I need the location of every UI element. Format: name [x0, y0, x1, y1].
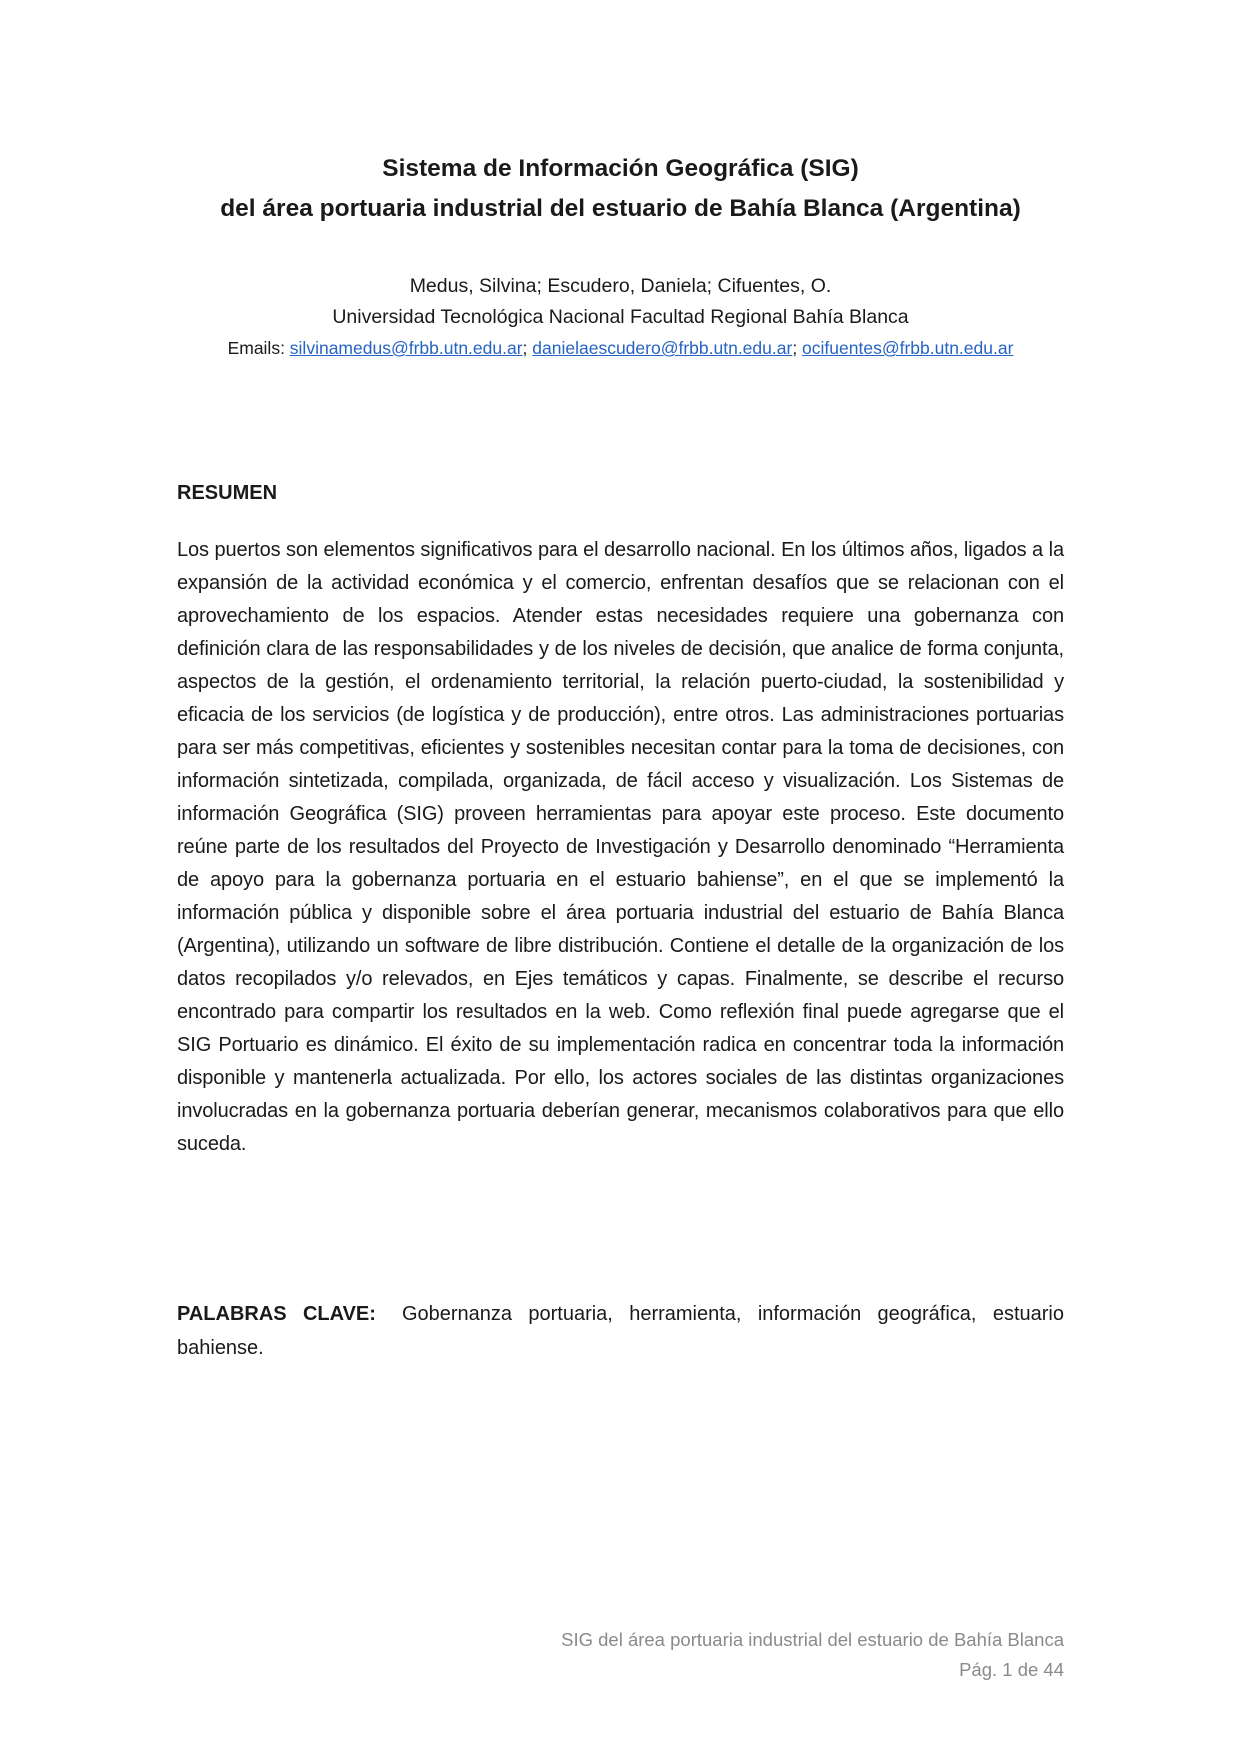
- emails-line: [120, 335, 1121, 361]
- footer-page-number: Pág. 1 de 44: [959, 1659, 1064, 1680]
- abstract-heading: RESUMEN: [177, 482, 278, 504]
- email-separator: ;: [792, 338, 803, 358]
- emails-label: Emails:: [227, 338, 290, 358]
- email-link-cifuentes[interactable]: ocifuentes@frbb.utn.edu.ar: [802, 338, 1014, 358]
- email-separator: ;: [522, 338, 533, 358]
- keywords-paragraph: [177, 1297, 1064, 1365]
- abstract-text: Los puertos son elementos significativos para el desarrollo nacional. En los últimos años, ligados a la expansión de la actividad económica y el comercio, enfrentan desafíos que se relacionan con el aprovechamiento de los espacios. Atender estas necesidades requiere una gobernanza con definición clara de las responsabilidades y de los niveles de decisión, que analice de forma conjunta, aspectos de la gestión, el ordenamiento territorial, la relación puerto-ciudad, la sostenibilidad y eficacia de los servicios (de logística y de producción), entre otros. Las administraciones portuarias para ser más competitivas, eficientes y sostenibles necesitan contar para la toma de decisiones, con información sintetizada, compilada, organizada, de fácil acceso y visualización. Los Sistemas de información Geográfica (SIG) proveen herramientas para apoyar este proceso. Este documento reúne parte de los resultados del Proyecto de Investigación y Desarrollo denominado “Herramienta de apoyo para la gobernanza portuaria en el estuario bahiense”, en el que se implementó la información pública y disponible sobre el área portuaria industrial del estuario de Bahía Blanca (Argentina), utilizando un software de libre distribución. Contiene el detalle de la organización de los datos recopilados y/o relevados, en Ejes temáticos y capas. Finalmente, se describe el recurso encontrado para compartir los resultados en la web. Como reflexión final puede agregarse que el SIG Portuario es dinámico. El éxito de su implementación radica en concentrar toda la información disponible y mantenerla actualizada. Por ello, los actores sociales de las distintas organizaciones involucradas en la gobernanza portuaria deberían generar, mecanismos colaborativos para que ello suceda.: [177, 539, 1064, 1155]
- email-link-escudero[interactable]: danielaescudero@frbb.utn.edu.ar: [532, 338, 793, 358]
- footer-running-title: SIG del área portuaria industrial del estuario de Bahía Blanca: [561, 1629, 1064, 1650]
- document-title-line-1: Sistema de Información Geográfica (SIG): [382, 155, 859, 182]
- keywords-text: Gobernanza portuaria, herramienta, información geográfica, estuario bahiense.: [177, 1303, 1064, 1359]
- email-link-medus[interactable]: silvinamedus@frbb.utn.edu.ar: [289, 338, 523, 358]
- keywords-label: PALABRAS CLAVE:: [177, 1303, 376, 1325]
- document-title-line-2: del área portuaria industrial del estuario de Bahía Blanca (Argentina): [220, 195, 1021, 222]
- institution: Universidad Tecnológica Nacional Facultad Regional Bahía Blanca: [332, 306, 909, 328]
- authors: Medus, Silvina; Escudero, Daniela; Cifuentes, O.: [409, 275, 832, 297]
